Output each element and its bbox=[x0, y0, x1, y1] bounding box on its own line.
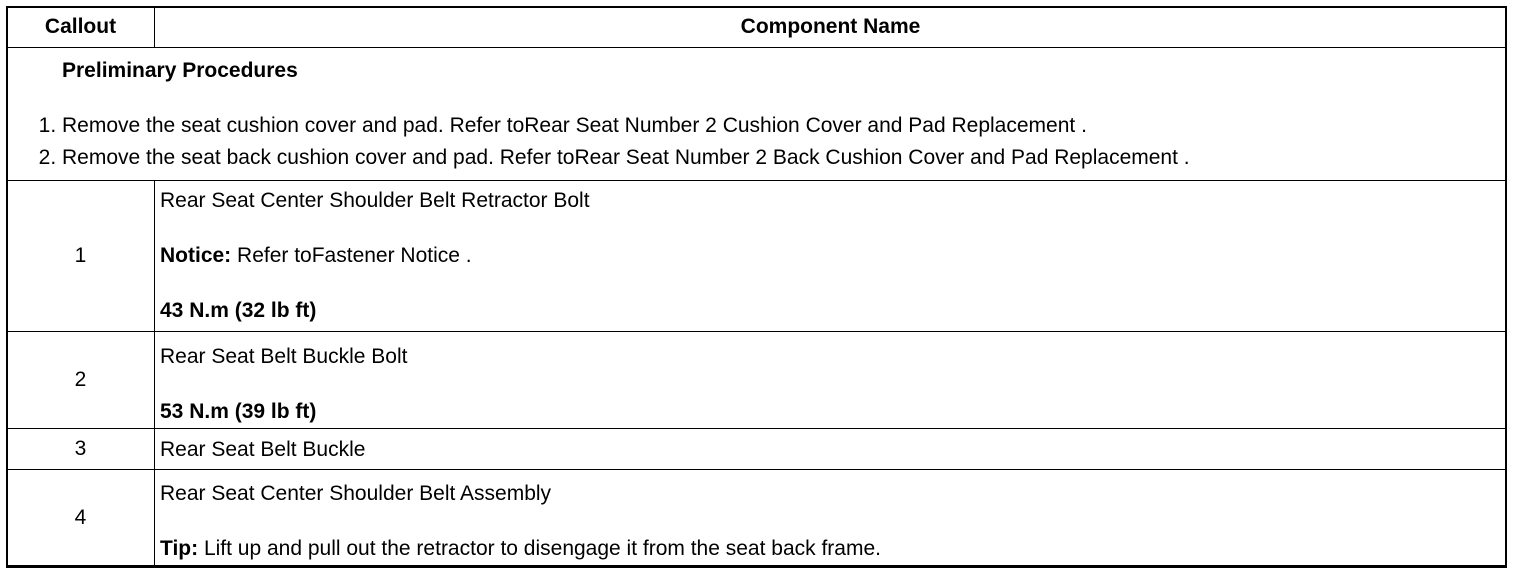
component-cell bbox=[155, 332, 1507, 429]
table-row bbox=[7, 181, 1507, 332]
notice-text: Refer toFastener Notice . bbox=[231, 244, 472, 267]
preliminary-cell bbox=[7, 48, 1507, 181]
table-row bbox=[7, 332, 1507, 429]
header-component-name: Component Name bbox=[155, 7, 1507, 48]
callout-number: 3 bbox=[7, 429, 155, 470]
preliminary-title: Preliminary Procedures bbox=[62, 59, 298, 82]
header-callout: Callout bbox=[7, 7, 155, 48]
tip-label: Tip: bbox=[160, 537, 199, 560]
component-cell bbox=[155, 429, 1507, 470]
tip-text: Lift up and pull out the retractor to disengage it from the seat back frame. bbox=[198, 537, 881, 560]
callout-number: 1 bbox=[7, 181, 155, 332]
component-table bbox=[6, 6, 1507, 566]
torque-spec bbox=[160, 298, 1506, 323]
callout-number: 4 bbox=[7, 470, 155, 566]
torque-value: 53 N.m (39 lb ft) bbox=[160, 400, 317, 423]
table-row bbox=[7, 470, 1507, 566]
component-name: Rear Seat Center Shoulder Belt Retractor Bolt bbox=[160, 189, 590, 212]
torque-value: 43 N.m (32 lb ft) bbox=[160, 299, 317, 322]
component-name: Rear Seat Belt Buckle Bolt bbox=[160, 345, 408, 368]
component-cell bbox=[155, 470, 1507, 566]
callout-number: 2 bbox=[7, 332, 155, 429]
notice bbox=[160, 243, 1506, 268]
torque-spec bbox=[160, 399, 1506, 424]
tip bbox=[160, 536, 1506, 561]
preliminary-row bbox=[7, 48, 1507, 181]
component-cell bbox=[155, 181, 1507, 332]
notice-label: Notice: bbox=[160, 244, 232, 267]
preliminary-step: 1. Remove the seat cushion cover and pad. Refer toRear Seat Number 2 Cushion Cover and Pad Replacement . bbox=[62, 110, 1506, 142]
component-name: Rear Seat Belt Buckle bbox=[160, 437, 366, 461]
component-name: Rear Seat Center Shoulder Belt Assembly bbox=[160, 482, 552, 505]
preliminary-steps bbox=[7, 110, 1506, 174]
table-header-row bbox=[7, 7, 1507, 48]
table-row bbox=[7, 429, 1507, 470]
preliminary-step: 2. Remove the seat back cushion cover and pad. Refer toRear Seat Number 2 Back Cushion Cover and Pad Replacement . bbox=[62, 142, 1506, 174]
